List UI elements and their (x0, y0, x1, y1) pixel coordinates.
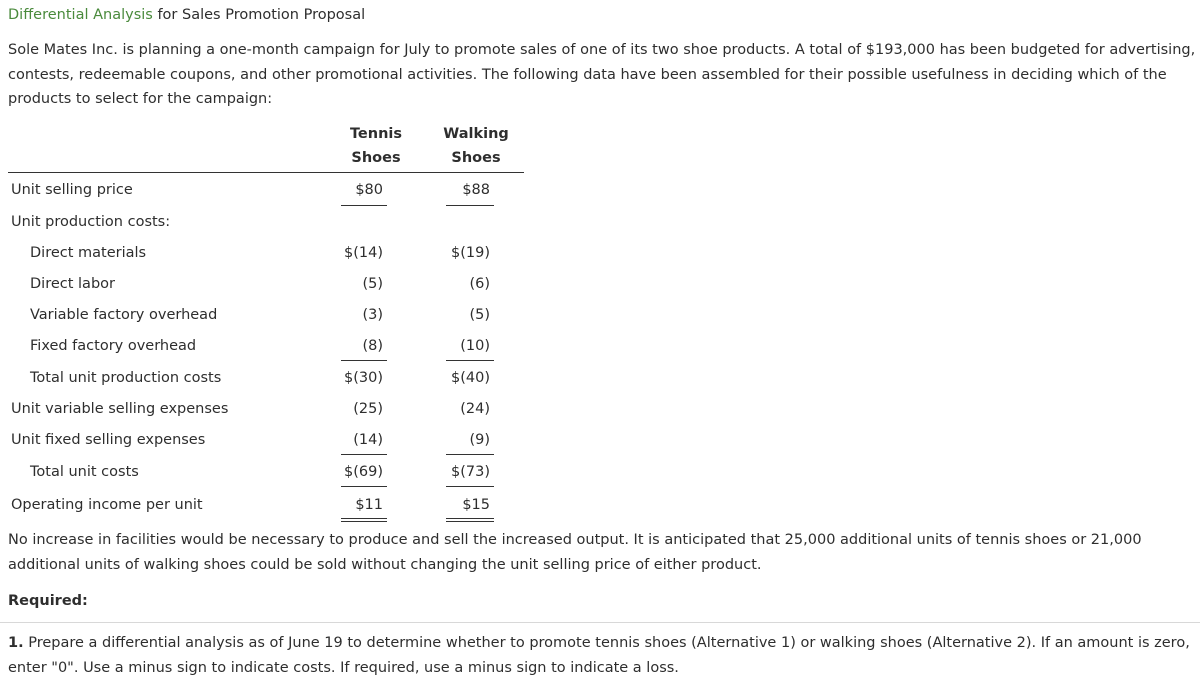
question-1 (8, 631, 1198, 680)
tennis-shoes-header (336, 122, 416, 170)
walking-value: $(40) (451, 370, 490, 386)
walking-total-costs-rule (446, 486, 494, 487)
walking-value: (5) (469, 307, 490, 323)
table-row-label: Total unit costs (30, 464, 139, 480)
walking-value: (24) (460, 401, 490, 417)
tennis-total-costs-rule (341, 486, 387, 487)
question-text: Prepare a differential analysis as of June 19 to determine whether to promote tennis shoes (Alternative 1) or walking shoes (Alternative 2). If an amount is zero, enter "0". Use a minus sign to indicate costs. If required, use a minus sign to indicate a loss. (8, 635, 1190, 676)
table-row-label: Unit variable selling expenses (11, 401, 229, 417)
page-title (8, 5, 365, 25)
tennis-value: $80 (355, 182, 383, 198)
table-row-label: Total unit production costs (30, 370, 222, 386)
facilities-paragraph: No increase in facilities would be necessary to produce and sell the increased output. It is anticipated that 25,000 additional units of tennis shoes or 21,000 additional units of walking shoes could be sold without changing the unit selling price of either product. (8, 532, 1142, 573)
table-row-label: Unit production costs: (11, 214, 171, 230)
walking-value: $(19) (451, 245, 490, 261)
section-divider (0, 622, 1200, 623)
tennis-production-subtotal-rule (341, 360, 387, 361)
walking-production-subtotal-rule (446, 360, 494, 361)
differential-analysis-link[interactable]: Differential Analysis (8, 7, 153, 23)
table-row-label: Variable factory overhead (30, 307, 218, 323)
tennis-value: (25) (353, 401, 383, 417)
table-row-label: Unit fixed selling expenses (11, 432, 206, 448)
walking-price-underline (446, 205, 494, 206)
tennis-header-line2: Shoes (351, 150, 401, 166)
tennis-value: $(69) (344, 464, 383, 480)
tennis-header-line1: Tennis (349, 126, 403, 142)
tennis-income-double-rule (341, 518, 387, 522)
tennis-value: (8) (362, 338, 383, 354)
walking-value: $(73) (451, 464, 490, 480)
walking-value: $88 (462, 182, 490, 198)
table-row-label: Fixed factory overhead (30, 338, 197, 354)
tennis-price-underline (341, 205, 387, 206)
question-number: 1. (8, 635, 24, 651)
title-rest: for Sales Promotion Proposal (152, 7, 366, 23)
walking-value: (9) (469, 432, 490, 448)
table-row-label: Direct labor (30, 276, 115, 292)
walking-value: (6) (469, 276, 490, 292)
tennis-value: (14) (353, 432, 383, 448)
required-heading: Required: (8, 593, 88, 609)
walking-costs-subtotal-rule (446, 454, 494, 455)
intro-paragraph: Sole Mates Inc. is planning a one-month campaign for July to promote sales of one of its two shoe products. A total of $193,000 has been budgeted for advertising, contests, redeemable coupons, and other promotional activities. The following data have been assembled for their possible usefulness in deciding which of the products to select for the campaign: (8, 42, 1196, 107)
tennis-value: $11 (355, 497, 383, 513)
tennis-value: $(14) (344, 245, 383, 261)
tennis-value: (3) (362, 307, 383, 323)
walking-header-line2: Shoes (451, 150, 501, 166)
table-row-label: Direct materials (30, 245, 147, 261)
tennis-costs-subtotal-rule (341, 454, 387, 455)
walking-income-double-rule (446, 518, 494, 522)
table-row-label: Operating income per unit (11, 497, 203, 513)
tennis-value: (5) (362, 276, 383, 292)
walking-shoes-header (436, 122, 516, 170)
walking-value: $15 (462, 497, 490, 513)
walking-value: (10) (460, 338, 490, 354)
walking-header-line1: Walking (443, 126, 509, 142)
tennis-value: $(30) (344, 370, 383, 386)
table-row-label: Unit selling price (11, 182, 133, 198)
table-header-rule (8, 172, 524, 173)
